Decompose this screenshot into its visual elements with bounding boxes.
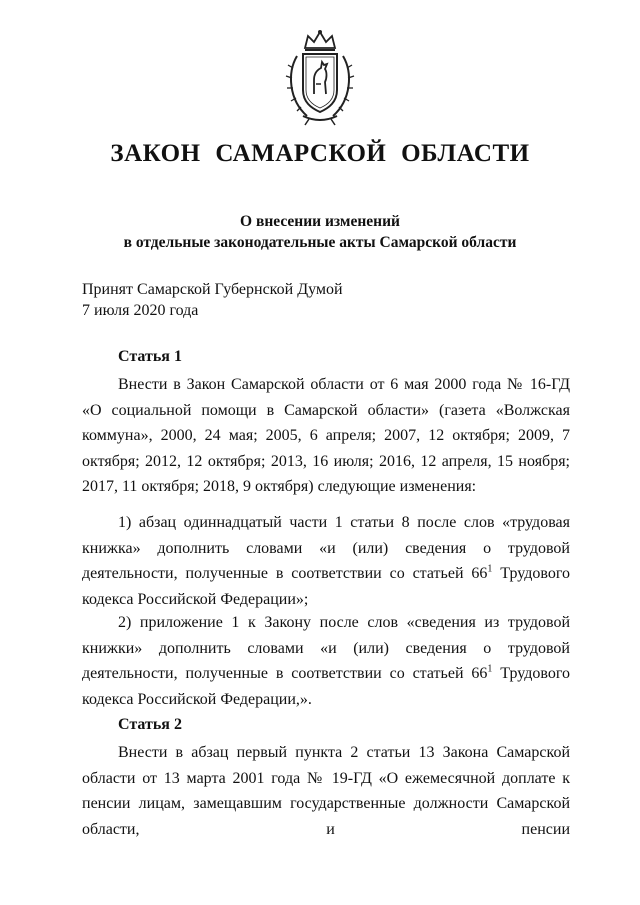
item-1-text: 1) абзац одиннадцатый части 1 статьи 8 после слов «трудовая книжка» дополнить словами «и (или) сведения о трудовой деятельности, полученные в соответствии со статьей 66 [82, 514, 570, 583]
item-2-text-end: Трудового кодекса Российской Федерации,». [82, 665, 570, 708]
article-1-intro [82, 372, 570, 500]
item-1-text-end: Трудового кодекса Российской Федерации»; [82, 565, 570, 608]
item-2-text: 2) приложение 1 к Закону после слов «сведения из трудовой книжки» дополнить словами «и (или) сведения о трудовой деятельности, полученные в соответствии со статьей 66 [82, 614, 570, 683]
law-subtitle [0, 211, 640, 253]
subtitle-line-1: О внесении изменений [240, 213, 400, 230]
subtitle-line-2: в отдельные законодательные акты Самарской области [123, 234, 517, 251]
article-2-heading: Статья 2 [118, 716, 182, 733]
samara-coat-of-arms-icon [283, 28, 357, 126]
item-2-superscript: 1 [487, 663, 493, 675]
adoption-info [82, 279, 343, 321]
article-1-intro-text: Внести в Закон Самарской области от 6 мая 2000 года № 16-ГД «О социальной помощи в Самарской области» (газета «Волжская коммуна», 2000, 24 мая; 2005, 6 апреля; 2007, 12 октября; 2009, 7 октября; 2012, 12 октября; 2013, 16 июля; 2016, 12 апреля, 15 ноября; 2017, 11 октября; 2018, 9 октября) следующие изменения: [82, 376, 570, 496]
article-1-heading: Статья 1 [118, 348, 182, 365]
item-1-superscript: 1 [487, 563, 493, 575]
article-1-item-2 [82, 610, 570, 712]
law-title: ЗАКОН САМАРСКОЙ ОБЛАСТИ [110, 140, 530, 167]
article-2-intro [82, 740, 570, 842]
adopted-by: Принят Самарской Губернской Думой [82, 281, 343, 298]
article-1-item-1 [82, 510, 570, 612]
article-2-intro-text: Внести в абзац первый пункта 2 статьи 13 Закона Самарской области от 13 марта 2001 года № 19-ГД «О ежемесячной доплате к пенсии лицам, замещавшим государственные должности Самарской области, и пенсии [82, 744, 570, 838]
adoption-date: 7 июля 2020 года [82, 302, 199, 319]
